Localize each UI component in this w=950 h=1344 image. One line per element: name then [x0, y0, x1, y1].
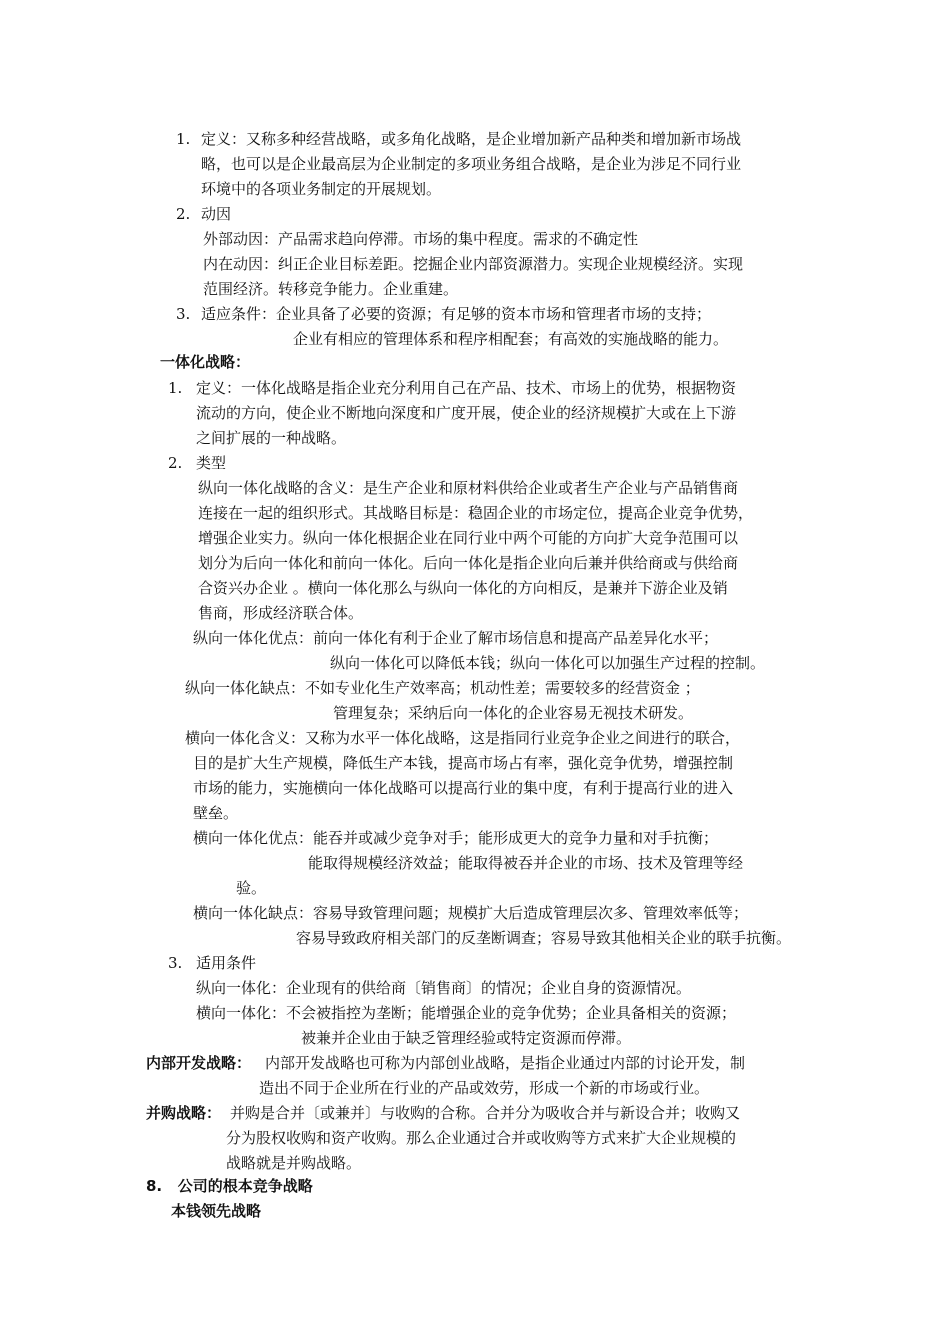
internal-label: 内部开发战略： — [146, 1054, 252, 1072]
item-title: 适用条件 — [196, 954, 257, 972]
text-line: 内在动因：纠正企业目标差距。挖掘企业内部资源潜力。实现企业规模经济。实现 — [203, 255, 744, 273]
list-number: 1. — [176, 130, 191, 148]
text-line: 能取得规模经济效益；能取得被吞并企业的市场、技术及管理等经 — [308, 854, 744, 872]
text-line: 验。 — [236, 879, 267, 897]
text-line: 定义：一体化战略是指企业充分利用自己在产品、技术、市场上的优势，根据物资 — [196, 379, 737, 397]
text-line: 略，也可以是企业最高层为企业制定的多项业务组合战略，是企业为涉足不同行业 — [201, 155, 742, 173]
merger-label: 并购战略： — [146, 1104, 222, 1122]
text-line: 环境中的各项业务制定的开展规划。 — [201, 180, 442, 198]
list-number: 3. — [168, 954, 183, 972]
text-line: 分为股权收购和资产收购。那么企业通过合并或收购等方式来扩大企业规模的 — [226, 1129, 737, 1147]
text-line: 定义：又称多种经营战略，或多角化战略，是企业增加新产品种类和增加新市场战 — [201, 130, 742, 148]
text-line: 内部开发战略也可称为内部创业战略，是指企业通过内部的讨论开发，制 — [265, 1054, 746, 1072]
text-line: 纵向一体化：企业现有的供给商〔销售商〕的情况；企业自身的资源情况。 — [196, 979, 692, 997]
text-line: 被兼并企业由于缺乏管理经验或特定资源而停滞。 — [301, 1029, 632, 1047]
text-line: 战略就是并购战略。 — [226, 1154, 362, 1172]
text-line: 之间扩展的一种战略。 — [196, 429, 347, 447]
text-line: 横向一体化含义：又称为水平一体化战略，这是指同行业竞争企业之间进行的联合， — [185, 729, 741, 747]
text-line: 管理复杂；采纳后向一体化的企业容易无视技术研发。 — [333, 704, 694, 722]
text-line: 外部动因：产品需求趋向停滞。市场的集中程度。需求的不确定性 — [203, 230, 639, 248]
text-line: 流动的方向，使企业不断地向深度和广度开展，使企业的经济规模扩大或在上下游 — [196, 404, 737, 422]
list-number: 2. — [176, 205, 191, 223]
text-line: 售商，形成经济联合体。 — [198, 604, 364, 622]
text-line: 范围经济。转移竞争能力。企业重建。 — [203, 280, 459, 298]
text-line: 划分为后向一体化和前向一体化。后向一体化是指企业向后兼并供给商或与供给商 — [198, 554, 739, 572]
section-heading: 一体化战略： — [160, 353, 251, 371]
text-line: 横向一体化优点：能吞并或减少竞争对手；能形成更大的竞争力量和对手抗衡； — [193, 829, 719, 847]
text-line: 横向一体化：不会被指控为垄断；能增强企业的竞争优势；企业具备相关的资源； — [196, 1004, 737, 1022]
text-line: 横向一体化缺点：容易导致管理问题；规模扩大后造成管理层次多、管理效率低等； — [193, 904, 749, 922]
section-heading: 8. 公司的根本竞争战略 — [146, 1177, 313, 1195]
list-number: 3. — [176, 305, 191, 323]
list-number: 2. — [168, 454, 183, 472]
subsection-heading: 本钱领先战略 — [171, 1202, 262, 1220]
text-line: 纵向一体化优点：前向一体化有利于企业了解市场信息和提高产品差异化水平； — [193, 629, 719, 647]
text-line: 企业有相应的管理体系和程序相配套；有高效的实施战略的能力。 — [293, 330, 729, 348]
text-line: 容易导致政府相关部门的反垄断调查；容易导致其他相关企业的联手抗衡。 — [296, 929, 792, 947]
list-number: 1. — [168, 379, 183, 397]
text-line: 目的是扩大生产规模，降低生产本钱，提高市场占有率，强化竞争优势，增强控制 — [193, 754, 734, 772]
text-line: 连接在一起的组织形式。其战略目标是：稳固企业的市场定位，提高企业竞争优势， — [198, 504, 754, 522]
item-title: 类型 — [196, 454, 227, 472]
item-title: 动因 — [201, 205, 232, 223]
text-line: 增强企业实力。纵向一体化根据企业在同行业中两个可能的方向扩大竞争范围可以 — [198, 529, 739, 547]
text-line: 市场的能力，实施横向一体化战略可以提高行业的集中度，有利于提高行业的进入 — [193, 779, 734, 797]
text-line: 并购是合并〔或兼并〕与收购的合称。合并分为吸收合并与新设合并；收购又 — [230, 1104, 741, 1122]
text-line: 纵向一体化缺点：不如专业化生产效率高；机动性差；需要较多的经营资金 ； — [185, 679, 700, 697]
text-line: 纵向一体化战略的含义：是生产企业和原材料供给企业或者生产企业与产品销售商 — [198, 479, 739, 497]
text-line: 合资兴办企业 。横向一体化那么与纵向一体化的方向相反，是兼并下游企业及销 — [198, 579, 728, 597]
text-line: 造出不同于企业所在行业的产品或效劳，形成一个新的市场或行业。 — [259, 1079, 710, 1097]
text-line: 适应条件：企业具备了必要的资源；有足够的资本市场和管理者市场的支持； — [201, 305, 712, 323]
text-line: 纵向一体化可以降低本钱；纵向一体化可以加强生产过程的控制。 — [330, 654, 766, 672]
text-line: 壁垒。 — [193, 804, 239, 822]
